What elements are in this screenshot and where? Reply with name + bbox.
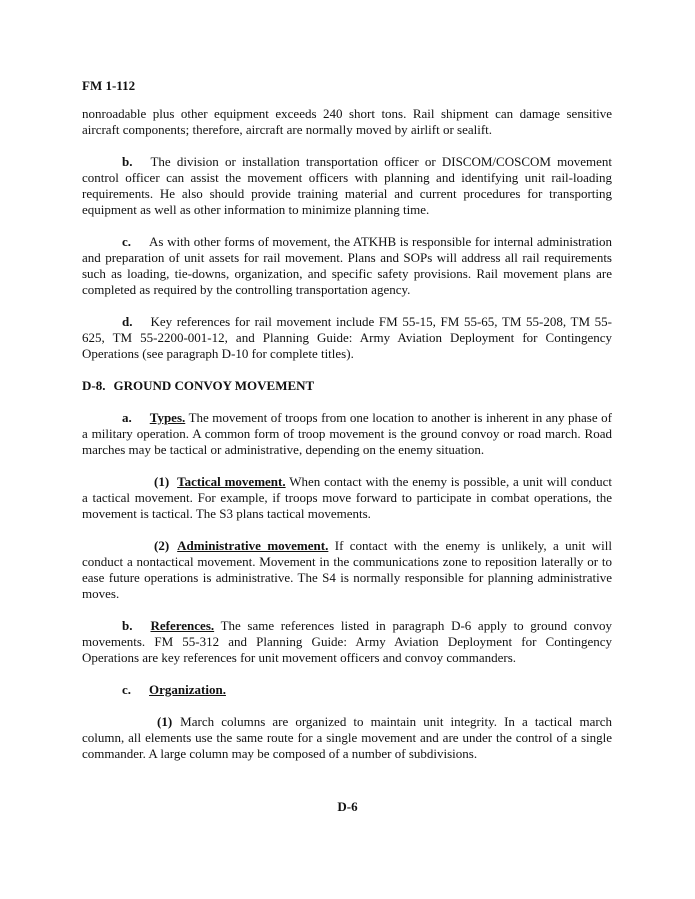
paragraph-marker: (1) bbox=[154, 474, 170, 489]
paragraph-d8-a bbox=[82, 410, 612, 458]
paragraph-heading: Types. bbox=[149, 410, 186, 425]
paragraph-heading: Tactical movement. bbox=[177, 474, 286, 489]
paragraph-heading: Administrative movement. bbox=[177, 538, 329, 553]
paragraph-d8-a2 bbox=[82, 538, 612, 602]
paragraph-text: When contact with the enemy is possible, a unit will conduct a tactical movement. For example, if troops move forward to participate in combat operations, the movement is tactical. The S3 plans tactical movements. bbox=[82, 474, 613, 521]
paragraph-marker: (1) bbox=[157, 714, 173, 729]
paragraph-text: As with other forms of movement, the ATKHB is responsible for internal administration and preparation of unit assets for rail movement. Plans and SOPs will address all rail requirements such as loading, tie-downs, organization, and specific safety provisions. Rail movement plans are completed as required by the controlling transportation agency. bbox=[82, 234, 612, 297]
page-number: D-6 bbox=[337, 799, 358, 814]
paragraph-text: The division or installation transportation officer or DISCOM/COSCOM movement control officer can assist the movement officers with planning and identifying unit rail-loading requirements. He also should provide training material and current procedures for transporting equipment as well as other information to minimize planning time. bbox=[82, 154, 612, 217]
paragraph-d bbox=[82, 314, 612, 362]
paragraph-marker: c. bbox=[122, 234, 132, 249]
paragraph-marker: c. bbox=[122, 682, 132, 697]
paragraph-c bbox=[82, 234, 612, 298]
continued-paragraph: nonroadable plus other equipment exceeds 240 short tons. Rail shipment can damage sensitive aircraft components; therefore, aircraft are normally moved by airlift or sealift. bbox=[82, 106, 612, 137]
section-title: GROUND CONVOY MOVEMENT bbox=[113, 378, 315, 393]
paragraph-d8-a1 bbox=[82, 474, 612, 522]
manual-id: FM 1-112 bbox=[82, 78, 136, 93]
paragraph-marker: a. bbox=[122, 410, 132, 425]
section-number: D-8. bbox=[82, 378, 106, 393]
paragraph-d8-c bbox=[82, 682, 612, 698]
paragraph-text: If contact with the enemy is unlikely, a unit will conduct a nontactical movement. Movement in the communications zone to reposition laterally or to ease future operations is administrative. The S4 is normally responsible for planning administrative moves. bbox=[82, 538, 612, 601]
paragraph-text: Key references for rail movement include FM 55-15, FM 55-65, TM 55-208, TM 55-625, TM 55-2200-001-12, and Planning Guide: Army Aviation Deployment for Contingency Operations (see paragraph D-10 for complete titles). bbox=[82, 314, 612, 361]
paragraph-text: The same references listed in paragraph D-6 apply to ground convoy movements. FM 55-312 and Planning Guide: Army Aviation Deployment for Contingency Operations are key references for unit movement officers and convoy commanders. bbox=[82, 618, 612, 665]
paragraph-b bbox=[82, 154, 612, 218]
paragraph-text: March columns are organized to maintain unit integrity. In a tactical march column, all elements use the same route for a single movement and are under the control of a single commander. A large column may be composed of a number of subdivisions. bbox=[82, 714, 612, 761]
page-body bbox=[82, 106, 612, 778]
paragraph-d8-c1 bbox=[82, 714, 612, 762]
paragraph-d8-b bbox=[82, 618, 612, 666]
paragraph-marker: d. bbox=[122, 314, 133, 329]
paragraph-text: The movement of troops from one location to another is inherent in any phase of a military operation. A common form of troop movement is the ground convoy or road march. Road marches may be tactical or administrative, depending on the enemy situation. bbox=[82, 410, 612, 457]
paragraph-heading: Organization. bbox=[149, 682, 226, 697]
section-heading bbox=[82, 378, 612, 394]
paragraph-marker: b. bbox=[122, 154, 133, 169]
paragraph-marker: (2) bbox=[154, 538, 170, 553]
paragraph-marker: b. bbox=[122, 618, 133, 633]
paragraph-heading: References. bbox=[150, 618, 215, 633]
